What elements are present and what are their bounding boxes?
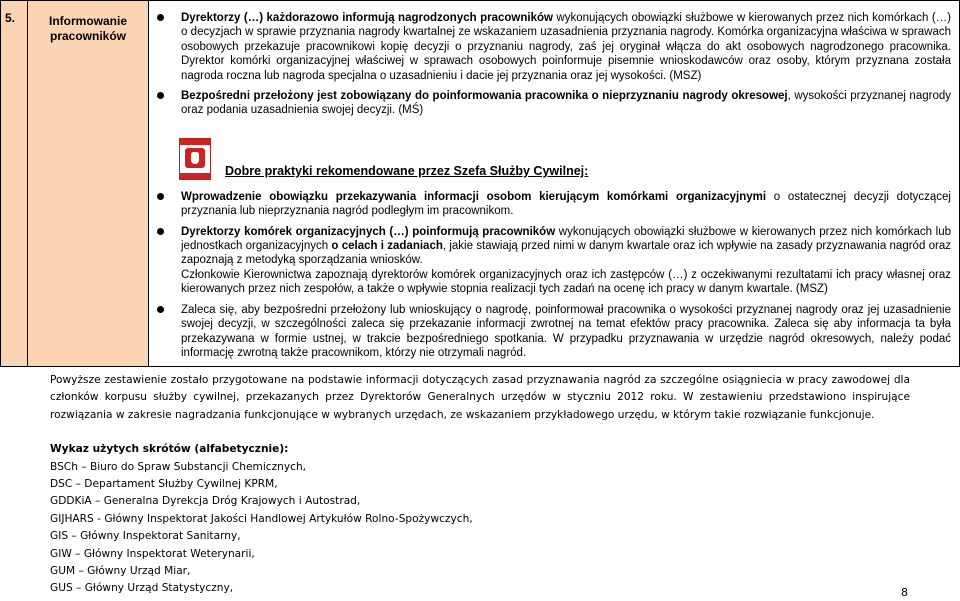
item-bold-lead: Bezpośredni przełożony jest zobowiązany do poinformowania pracownika o nieprzyznaniu nagrody okresowej (181, 90, 788, 103)
good-practices-header (179, 136, 951, 180)
bullet-icon (157, 14, 164, 21)
item-bold-lead: Wprowadzenie obowiązku przekazywania informacji osobom kierującym komórkami organizacyjnymi (181, 190, 767, 203)
good-practices-title: Dobre praktyki rekomendowane przez Szefa Służby Cywilnej: (225, 163, 589, 178)
row-topic: Informowanie pracowników (28, 1, 149, 367)
item-text: Członkowie Kierownictwa zapoznają dyrektorów komórek organizacyjnych oraz ich zastępców (…) z oczekiwanymi rezultatami ich pracy własnej oraz kierowanych przez nich zespołów, a także o wpływie stopnia realizacji tych zadań na ocenę ich pracy w danym kwartale. (MSZ) (181, 268, 951, 296)
footer-section (50, 372, 910, 598)
list-item (153, 303, 951, 361)
row-content (149, 1, 960, 367)
item-bold-phrase: o celach i zadaniach (331, 240, 443, 253)
item-text: , jakie stawiają przed nimi w danym kwartale oraz ich wpływie na zasady przyznawania nagród oraz zapoznają z metodyką sporządzania wniosków. (181, 240, 951, 267)
abbreviation-item: GIS – Główny Inspektorat Sanitarny, (50, 530, 241, 543)
abbreviations-list (50, 459, 910, 598)
list-item (153, 225, 951, 297)
bullet-icon (157, 228, 164, 235)
item-bold-lead: Dyrektorzy (…) każdorazowo informują nagrodzonych pracowników (181, 12, 553, 24)
list-item (153, 11, 951, 83)
item-text: wykonujących obowiązki służbowe w kierowanych przez nich komórkach (…) o decyzjach w sprawie przyznania nagrody kwartalnej ze wskazaniem uzasadnienia przyznania nagrody. Komórka organizacyjna właściwa w sprawach osobowych przekazuje pracownikowi kopię decyzji o przyznaniu nagrody, zaś jej oryginał włącza do akt osobowych nagrodzonego pracownika. Dyrektor komórki organizacyjnej właściwej w sprawach osobowych poinformuje pisemnie wnioskodawców oraz osoby, którym przyznana została nagroda roczna lub nagroda specjalna o uzasadnieniu i dacie jej przyznania oraz jej wysokości. (MSZ) (181, 12, 951, 82)
item-bold-lead: Dyrektorzy komórek organizacyjnych (…) poinformują pracowników (181, 225, 556, 238)
abbreviation-item: BSCh – Biuro do Spraw Substancji Chemicznych, (50, 460, 307, 473)
bullet-icon (157, 92, 164, 99)
abbreviation-item: GUS – Główny Urząd Statystyczny, (50, 582, 234, 595)
abbreviations-title: Wykaz użytych skrótów (alfabetycznie): (50, 443, 289, 456)
good-practices-list (153, 190, 951, 360)
item-text: wykonujących obowiązki służbowe w kierowanych przez nich komórkach lub jednostkach organizacyjnych (181, 225, 951, 253)
practice-list (153, 11, 951, 118)
item-text: , wysokości przyznanej nagrody oraz podania uzasadnienia swojej decyzji. (MŚ) (181, 90, 951, 117)
list-item (153, 190, 951, 219)
abbreviation-item: GDDKiA – Generalna Dyrekcja Dróg Krajowych i Autostrad, (50, 495, 361, 508)
abbreviation-item: GIJHARS - Główny Inspektorat Jakości Handlowej Artykułów Rolno-Spożywczych, (50, 512, 473, 525)
list-item (153, 89, 951, 118)
bullet-icon (157, 306, 164, 313)
civil-service-logo-icon (179, 138, 211, 180)
summary-paragraph: Powyższe zestawienie zostało przygotowane na podstawie informacji dotyczących zasad przyznawania nagród za szczególne osiągniecia w pracy zawodowej dla członków korpusu służby cywilnej, przekazanych przez Dyrektorów Generalnych urzędów w styczniu 2012 roku. W zestawieniu przedstawiono inspirujące rozwiązania w zakresie nagradzania funkcjonujące w wybranych urzędach, ze wskazaniem przykładowego urzędu, w którym takie rozwiązanie funkcjonuje. (50, 374, 910, 421)
abbreviation-item: DSC – Departament Służby Cywilnej KPRM, (50, 478, 278, 491)
item-text: Zaleca się, aby bezpośredni przełożony lub wnioskujący o nagrodę, poinformował pracownika o wysokości przyznanej nagrody oraz jej uzasadnienie swojej decyzji, w szczególności zaleca się przekazanie informacji zwrotnej na temat efektów pracy pracownika. Zaleca się aby informacja ta była przekazywana w formie ustnej, w trakcie bezpośredniego spotkania. W przypadku przyznawania w urzędzie nagród okresowych, należy podać informację zwrotną także pracownikom, którzy nie otrzymali nagród. (181, 303, 951, 359)
abbreviation-item: GIW – Główny Inspektorat Weterynarii, (50, 547, 255, 560)
page-number: 8 (901, 586, 908, 599)
row-number: 5. (1, 1, 28, 367)
item-text: o ostatecznej decyzji dotyczącej przyznania lub nieprzyznania nagród podległym im pracownikom. (181, 190, 951, 218)
abbreviation-item: GUM – Główny Urząd Miar, (50, 565, 191, 578)
bullet-icon (157, 193, 164, 200)
